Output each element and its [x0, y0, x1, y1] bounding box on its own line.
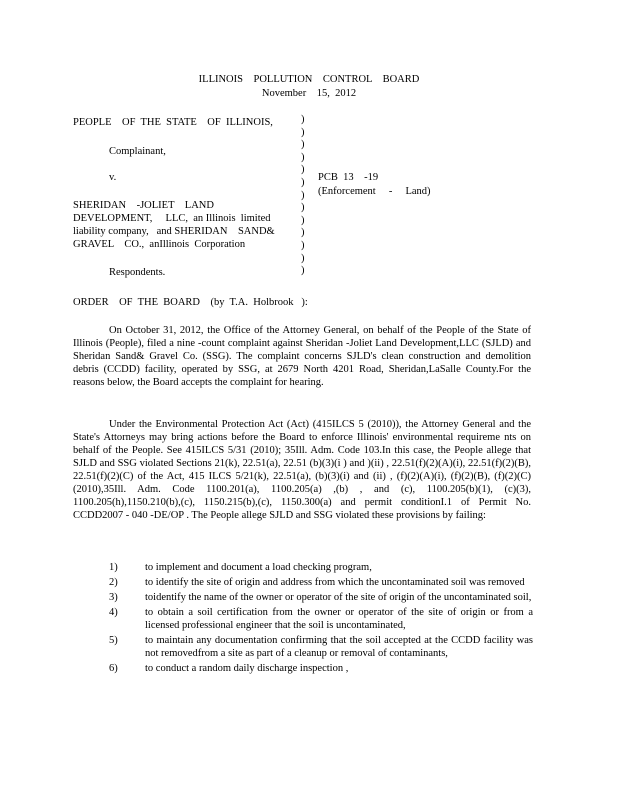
- violation-list: [73, 561, 533, 677]
- list-item: [73, 606, 533, 632]
- list-item: [73, 634, 533, 660]
- list-text: to implement and document a load checking program,: [145, 562, 372, 573]
- list-text: to conduct a random daily discharge inspection ,: [145, 663, 349, 674]
- list-item: [73, 591, 533, 604]
- list-number: 2): [109, 577, 118, 588]
- list-number: 3): [109, 592, 118, 603]
- paragraph-2: Under the Environmental Protection Act (Act) (415ILCS 5 (2010)), the Attorney General and the State's Attorneys may bring actions before the Board to enforce Illinois' environmental requireme nts on behalf of the People. See 415ILCS 5/31 (2010); 35Ill. Adm. Code 103.In this case, the People allege that SJLD and SSG violated Sections 21(k), 22.51(a), 22.51 (b)(3)(i ) and )(ii) , 22.51(f)(2)(A)(i), 22.51(f)(2)(B), 22.51(f)(2)(C) of the Act, 415 ILCS 5/21(k), 22.51(a), (b)(3)(i) and (ii) , (f)(2)(A)(i), (f)(2)(B), (f)(2)(C) (2010),35Ill. Adm. Code 1100.201(a), 1100.205(a) ,(b) , and (c), 1100.205(b)(1), (c)(3), 1100.205(h),1150.210(b),(c), 1150.215(b),(c), 1150.300(a) and permit conditionI.1 of Permit No. CCDD2007 - 040 -DE/OP . The People allege SJLD and SSG violated these provisions by failing:: [73, 419, 531, 521]
- list-item: [73, 561, 533, 574]
- list-text: toidentify the name of the owner or operator of the site of origin of the uncontaminated soil,: [145, 592, 532, 603]
- board-name: ILLINOIS POLLUTION CONTROL BOARD: [198, 74, 420, 85]
- list-number: 4): [109, 607, 118, 618]
- respondent-line: GRAVEL CO., anIllinois Corporation: [73, 239, 246, 250]
- list-item: [73, 662, 533, 675]
- respondent-line: DEVELOPMENT, LLC, an Illinois limited: [73, 213, 271, 224]
- case-type: (Enforcement - Land): [318, 186, 431, 197]
- list-item: [73, 576, 533, 589]
- list-number: 1): [109, 562, 118, 573]
- order-heading: ORDER OF THE BOARD (by T.A. Holbrook ):: [73, 297, 308, 308]
- list-number: 5): [109, 635, 118, 646]
- list-text: to identify the site of origin and address from which the uncontaminated soil was removed: [145, 577, 525, 588]
- caption-parentheses: ) ) ) ) ) ) ) ) ) ) ) ) ): [301, 114, 305, 277]
- respondent-line: liability company, and SHERIDAN SAND&: [73, 226, 275, 237]
- complainant-name: PEOPLE OF THE STATE OF ILLINOIS,: [73, 117, 273, 128]
- list-text: to obtain a soil certification from the owner or operator of the site of origin or from a licensed professional engineer that the soil is uncontaminated,: [145, 607, 533, 631]
- respondent-line: SHERIDAN -JOLIET LAND: [73, 200, 214, 211]
- complainant-label: Complainant,: [109, 146, 166, 157]
- versus-label: v.: [109, 172, 117, 183]
- respondents-label: Respondents.: [109, 267, 166, 278]
- paragraph-1: On October 31, 2012, the Office of the Attorney General, on behalf of the People of the State of Illinois (People), filed a nine -count complaint against Sheridan -Joliet Land Development,LLC (SJLD) and Sheridan Sand& Gravel Co. (SSG). The complaint concerns SJLD's clean construction and demolition debris (CCDD) facility, operated by SSG, at 2679 North 4201 Road, Sheridan,LaSalle County.For the reasons below, the Board accepts the complaint for hearing.: [73, 325, 531, 388]
- order-date: November 15, 2012: [261, 88, 357, 99]
- list-text: to maintain any documentation confirming that the soil accepted at the CCDD facility was not removedfrom a site as part of a cleanup or removal of contaminants,: [145, 635, 533, 659]
- case-number: PCB 13 -19: [318, 172, 379, 183]
- list-number: 6): [109, 663, 118, 674]
